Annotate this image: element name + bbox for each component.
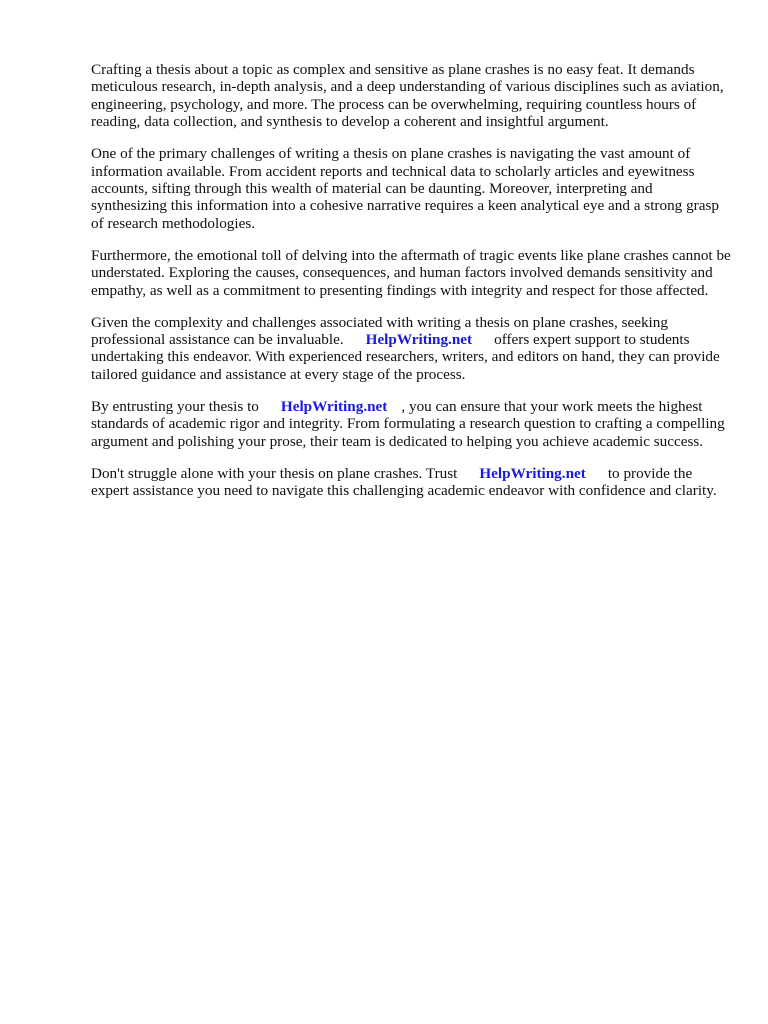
helpwriting-link[interactable]: HelpWriting.net [479, 464, 586, 482]
paragraph-challenges: One of the primary challenges of writing a thesis on plane crashes is navigating the vast amount of information available. From accident reports and technical data to scholarly articles and eyewitness accounts, sifting through this wealth of material can be daunting. Moreover, interpreting and synthesizing this information into a cohesive narrative requires a keen analytical eye and a strong grasp of research methodologies. [91, 145, 719, 232]
paragraph-entrusting [91, 398, 731, 450]
paragraph-intro: Crafting a thesis about a topic as complex and sensitive as plane crashes is no easy feat. It demands meticulous research, in-depth analysis, and a deep understanding of various disciplines such as aviation, engineering, psychology, and more. The process can be overwhelming, requiring countless hours of reading, data collection, and synthesis to develop a coherent and insightful argument. [91, 61, 724, 131]
paragraph-conclusion [91, 465, 731, 500]
paragraph-conclusion-text-1: Don't struggle alone with your thesis on plane crashes. Trust [91, 464, 458, 482]
helpwriting-link[interactable]: HelpWriting.net [280, 397, 388, 415]
paragraph-assistance [91, 314, 731, 384]
paragraph-conclusion-text-2: to provide the expert assistance you need to navigate this challenging academic endeavor with confidence and clarity. [91, 464, 717, 500]
paragraph-emotional-toll: Furthermore, the emotional toll of delving into the aftermath of tragic events like plane crashes cannot be understated. Exploring the causes, consequences, and human factors involved demands sensitivity and empathy, as well as a commitment to presenting findings with integrity and respect for those affected. [91, 246, 731, 299]
paragraph-assistance-text-2: offers expert support to students undertaking this endeavor. With experienced researchers, writers, and editors on hand, they can provide tailored guidance and assistance at every stage of the process. [91, 331, 720, 383]
document-body [91, 61, 731, 514]
paragraph-assistance-text-1: Given the complexity and challenges associated with writing a thesis on plane crashes, seeking professional assistance can be invaluable. [91, 313, 668, 349]
helpwriting-link[interactable]: HelpWriting.net [365, 331, 473, 349]
paragraph-entrusting-text-2: , you can ensure that your work meets the highest standards of academic rigor and integrity. From formulating a research question to crafting a compelling argument and polishing your prose, their team is dedicated to helping you achieve academic success. [91, 397, 725, 450]
paragraph-entrusting-text-1: By entrusting your thesis to [91, 397, 259, 415]
